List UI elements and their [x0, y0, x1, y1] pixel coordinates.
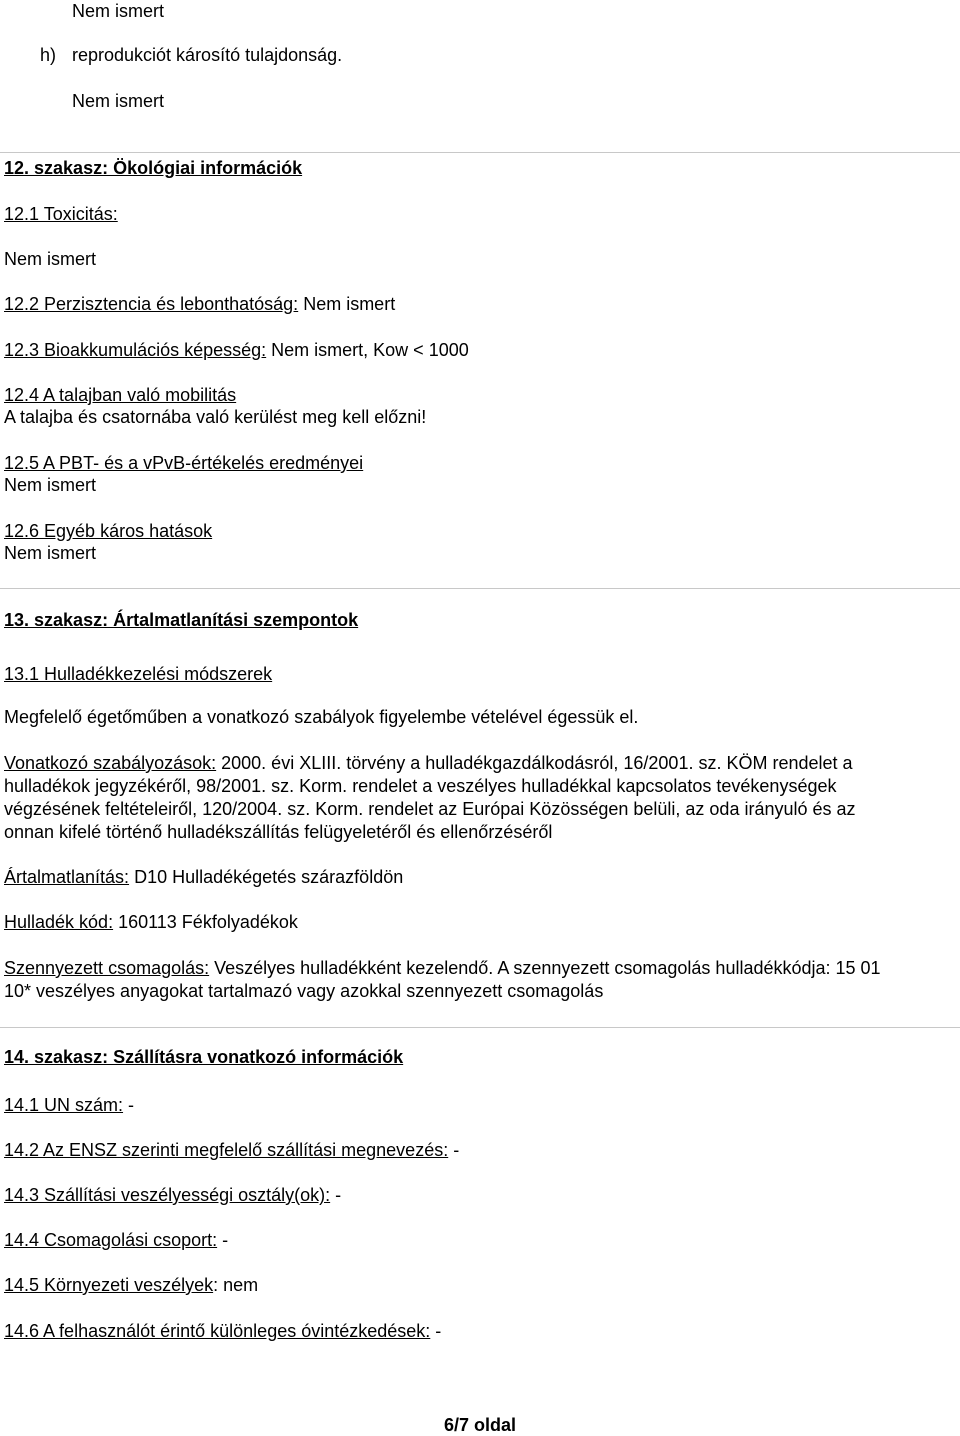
- toxicity-label: 12.1 Toxicitás:: [4, 204, 118, 224]
- other-effects-value: Nem ismert: [4, 543, 97, 563]
- regulations-label: Vonatkozó szabályozások:: [4, 753, 217, 773]
- env-hazards-label: 14.5 Környezeti veszélyek: [4, 1275, 214, 1295]
- regulations-line-3: végzésének feltételeiről, 120/2004. sz. Korm. rendelet az Európai Közösségen belüli, az oda irányuló és az: [4, 799, 856, 819]
- bioaccumulation-label: 12.3 Bioakkumulációs képesség:: [4, 340, 267, 360]
- disposal-value: D10 Hulladékégetés szárazföldön: [129, 867, 404, 887]
- packaging-row: [4, 957, 881, 979]
- other-effects-label: 12.6 Egyéb káros hatások: [4, 521, 213, 541]
- disposal-label: Ártalmatlanítás:: [4, 867, 130, 887]
- hazard-class-value: -: [330, 1185, 342, 1205]
- hazard-class-label: 14.3 Szállítási veszélyességi osztály(ok):: [4, 1185, 331, 1205]
- packaging-label: Szennyezett csomagolás:: [4, 958, 210, 978]
- special-precautions-label: 14.6 A felhasználót érintő különleges óvintézkedések:: [4, 1321, 431, 1341]
- section-divider: [0, 152, 960, 153]
- waste-methods-text: Megfelelő égetőműben a vonatkozó szabályok figyelembe vételével égessük el.: [4, 707, 639, 727]
- waste-code-label: Hulladék kód:: [4, 912, 114, 932]
- regulations-line-4: onnan kifelé történő hulladékszállítás felügyeletéről és ellenőrzéséről: [4, 822, 553, 842]
- waste-methods-label: 13.1 Hulladékkezelési módszerek: [4, 664, 273, 684]
- regulations-row: [4, 752, 853, 774]
- special-precautions-row: [4, 1320, 441, 1342]
- mobility-label: 12.4 A talajban való mobilitás: [4, 385, 237, 405]
- mobility-value: A talajba és csatornába való kerülést meg kell előzni!: [4, 407, 427, 427]
- un-number-value: -: [123, 1095, 135, 1115]
- section-13-heading: 13. szakasz: Ártalmatlanítási szempontok: [4, 610, 359, 630]
- persistence-row: [4, 293, 395, 315]
- special-precautions-value: -: [430, 1321, 442, 1341]
- persistence-label: 12.2 Perzisztencia és lebonthatóság:: [4, 294, 299, 314]
- persistence-value: Nem ismert: [298, 294, 396, 314]
- list-marker-h: h): [40, 45, 57, 65]
- env-hazards-row: [4, 1274, 258, 1296]
- waste-code-row: [4, 911, 298, 933]
- waste-code-value: 160113 Fékfolyadékok: [113, 912, 298, 932]
- pbt-label: 12.5 A PBT- és a vPvB-értékelés eredményei: [4, 453, 364, 473]
- section-divider: [0, 588, 960, 589]
- page-number: 6/7 oldal: [444, 1415, 517, 1435]
- bioaccumulation-row: [4, 339, 469, 361]
- nem-ismert-text: Nem ismert: [72, 91, 165, 111]
- toxicity-value: Nem ismert: [4, 249, 97, 269]
- packing-group-row: [4, 1229, 228, 1251]
- packing-group-value: -: [217, 1230, 229, 1250]
- pbt-value: Nem ismert: [4, 475, 97, 495]
- regulations-line-2: hulladékok jegyzékéről, 98/2001. sz. Korm. rendelet a veszélyes hulladékkal kapcsolatos tevékenységek: [4, 776, 837, 796]
- packaging-line-2: 10* veszélyes anyagokat tartalmazó vagy azokkal szennyezett csomagolás: [4, 981, 604, 1001]
- nem-ismert-text: Nem ismert: [72, 1, 165, 21]
- section-12-heading: 12. szakasz: Ökológiai információk: [4, 158, 303, 178]
- packing-group-label: 14.4 Csomagolási csoport:: [4, 1230, 218, 1250]
- shipping-name-value: -: [448, 1140, 460, 1160]
- shipping-name-label: 14.2 Az ENSZ szerinti megfelelő szállítási megnevezés:: [4, 1140, 449, 1160]
- env-hazards-value: : nem: [213, 1275, 259, 1295]
- shipping-name-row: [4, 1139, 459, 1161]
- regulations-line-1: 2000. évi XLIII. törvény a hulladékgazdálkodásról, 16/2001. sz. KÖM rendelet a: [216, 753, 853, 773]
- disposal-row: [4, 866, 403, 888]
- list-item-h: [40, 44, 56, 66]
- packaging-line-1: Veszélyes hulladékként kezelendő. A szennyezett csomagolás hulladékkódja: 15 01: [209, 958, 881, 978]
- hazard-class-row: [4, 1184, 341, 1206]
- un-number-label: 14.1 UN szám:: [4, 1095, 124, 1115]
- bioaccumulation-value: Nem ismert, Kow < 1000: [266, 340, 469, 360]
- un-number-row: [4, 1094, 134, 1116]
- list-item-h-text: reprodukciót károsító tulajdonság.: [72, 45, 343, 65]
- section-14-heading: 14. szakasz: Szállításra vonatkozó információk: [4, 1047, 404, 1067]
- section-divider: [0, 1027, 960, 1028]
